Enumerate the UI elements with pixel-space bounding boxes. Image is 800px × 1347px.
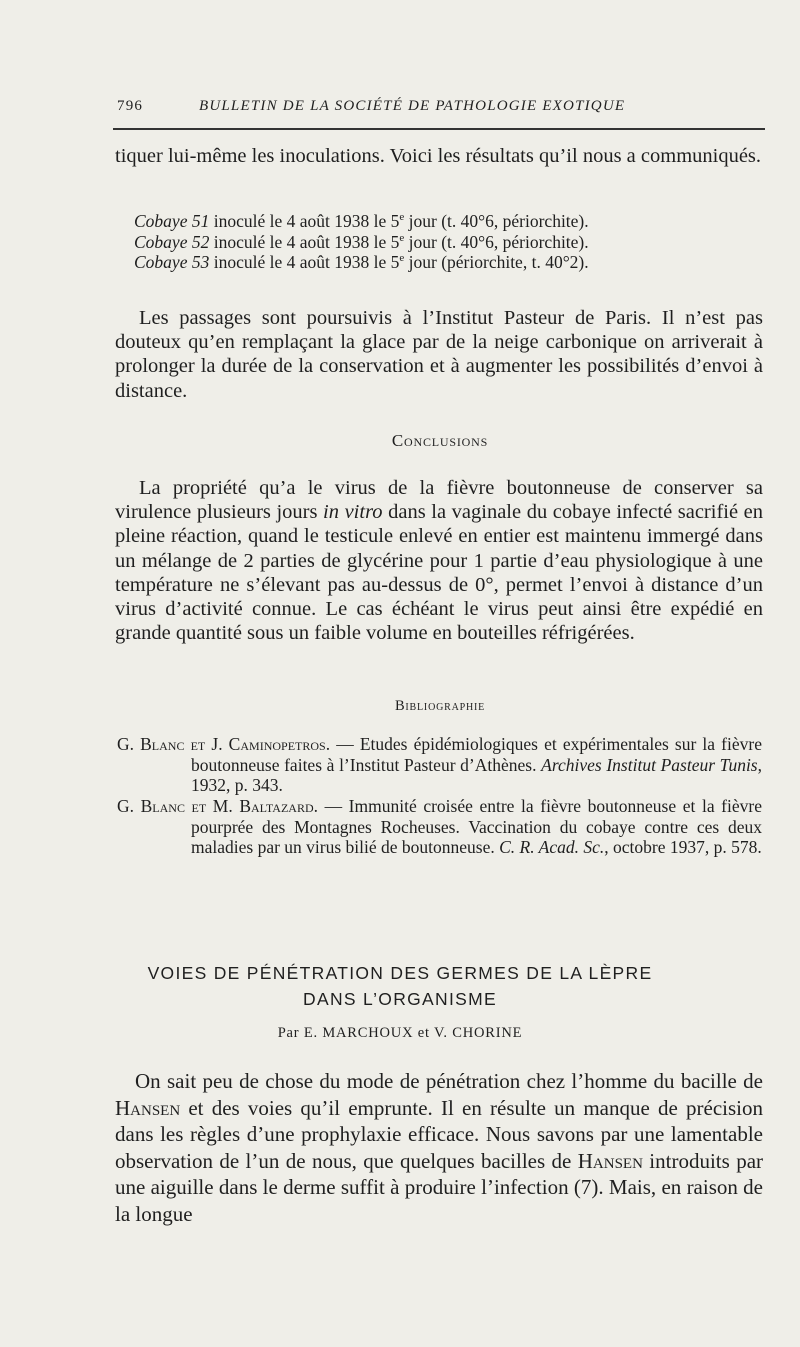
paragraph-passages: Les passages sont poursuivis à l’Institut Pasteur de Paris. Il n’est pas douteux qu’en remplaçant la glace par de la neige carbonique on arriverait à prolonger la durée de la conservation et à augmenter les possibilités d’envoi à distance. xyxy=(115,307,763,402)
article-title: VOIES DE PÉNÉTRATION DES GERMES DE LA LÈPRE DANS L’ORGANISME xyxy=(147,963,653,1009)
article-authors: Par E. MARCHOUX et V. CHORINE xyxy=(277,1025,523,1041)
conclusions-heading: Conclusions xyxy=(391,431,489,450)
paragraph-continuation: tiquer lui-même les inoculations. Voici les résultats qu’il nous a communiqués. xyxy=(115,145,762,167)
cobaye-entry: Cobaye 52 inoculé le 4 août 1938 le 5e jour (t. 40°6, périorchite). xyxy=(134,231,589,252)
bibliography-entry: G. Blanc et M. Baltazard. — Immunité croisée entre la fièvre boutonneuse et la fièvre pourprée des Montagnes Rocheuses. Vaccination du cobaye contre ces deux maladies par un virus bilié de boutonneuse. C. R. Acad. Sc., octobre 1937, p. 578. xyxy=(117,796,762,858)
conclusions-paragraph: La propriété qu’a le virus de la fièvre boutonneuse de conserver sa virulence plusieurs jours in vitro dans la vaginale du cobaye infecté sacrifié en pleine réaction, quand le testicule enlevé en entier est maintenu immergé dans un mélange de 2 parties de glycérine pour 1 partie d’eau physiologique à une température ne s’élevant pas au-dessus de 0°, permet l’envoi à distance d’un virus d’activité connue. Le cas échéant le virus peut ainsi être expédié en grande quantité sous un faible volume en bouteilles réfrigérées. xyxy=(115,477,764,645)
header-rule xyxy=(113,128,765,130)
bibliography-entry: G. Blanc et J. Caminopetros. — Etudes épidémiologiques et expérimentales sur la fièvre boutonneuse faites à l’Institut Pasteur d’Athènes. Archives Institut Pasteur Tunis, 1932, p. 343. xyxy=(117,734,762,796)
article-intro-paragraph: On sait peu de chose du mode de pénétration chez l’homme du bacille de Hansen et des voies qu’il emprunte. Il en résulte un manque de précision dans les règles d’une prophylaxie efficace. Nous savons par une lamentable observation de l’un de nous, que quelques bacilles de Hansen introduits par une aiguille dans le derme suffit à produire l’infection (7). Mais, en raison de la longue xyxy=(115,1069,764,1226)
bibliography-heading: Bibliographie xyxy=(394,698,486,714)
cobaye-entry: Cobaye 53 inoculé le 4 août 1938 le 5e jour (périorchite, t. 40°2). xyxy=(134,252,589,273)
cobaye-entry: Cobaye 51 inoculé le 4 août 1938 le 5e jour (t. 40°6, périorchite). xyxy=(134,211,589,231)
page-number: 796 xyxy=(117,98,144,114)
cobaye-list xyxy=(134,211,774,273)
journal-title: BULLETIN DE LA SOCIÉTÉ DE PATHOLOGIE EXOTIQUE xyxy=(199,98,626,114)
